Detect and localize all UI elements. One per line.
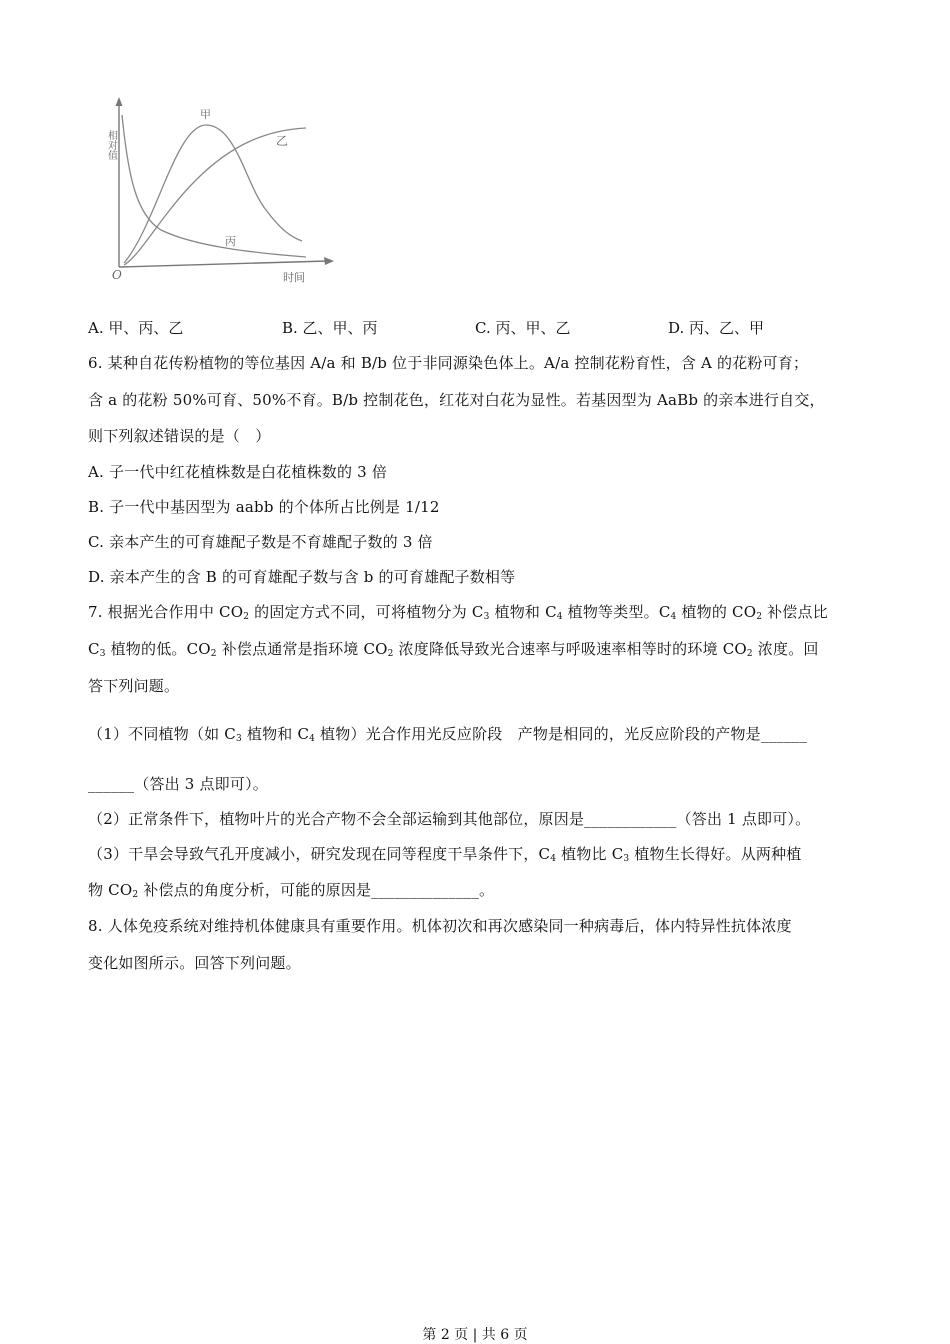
curve-yi	[124, 128, 306, 265]
q8-stem-line-1: 8. 人体免疫系统对维持机体健康具有重要作用。机体初次和再次感染同一种病毒后，体内特异性抗体浓度	[88, 917, 792, 935]
x-axis-arrow	[324, 257, 334, 265]
curve-bing-label: 丙	[225, 235, 236, 248]
q6-option-b: B. 子一代中基因型为 aabb 的个体所占比例是 1/12	[88, 498, 440, 516]
q8-stem-line-2: 变化如图所示。回答下列问题。	[88, 954, 301, 972]
q7-stem-line-1: 7. 根据光合作用中 $CO_2$ 的固定方式不同，可将植物分为 $C_3$ 植物和 $C_4$ 植物等类型。$C_4$ 植物的 $CO_2$ 补偿点比	[88, 603, 828, 622]
q6-stem-line-1: 6. 某种自花传粉植物的等位基因 A/a 和 B/b 位于非同源染色体上。A/a 控制花粉育性，含 A 的花粉可育；	[88, 354, 809, 372]
q7-part-3-line-1: （3）干旱会导致气孔开度减小，研究发现在同等程度干旱条件下，$C_4$ 植物比 $C_3$ 植物生长得好。从两种植	[88, 845, 802, 864]
curve-figure	[106, 95, 346, 290]
q7-part-3-line-2: 物 $CO_2$ 补偿点的角度分析，可能的原因是______________。	[88, 881, 495, 900]
q5-option-c: C. 丙、甲、乙	[475, 319, 571, 337]
q5-option-d: D. 丙、乙、甲	[668, 319, 765, 337]
x-axis-label: 时间	[283, 271, 305, 284]
curve-yi-label: 乙	[276, 134, 289, 148]
q5-option-a: A. 甲、丙、乙	[88, 319, 184, 337]
q6-option-a: A. 子一代中红花植株数是白花植株数的 3 倍	[88, 463, 388, 481]
y-axis-label: 相对值	[106, 130, 117, 160]
q7-part-2: （2）正常条件下，植物叶片的光合产物不会全部运输到其他部位，原因是____________（答出 1 点即可）。	[88, 810, 811, 828]
q7-stem-line-3: 答下列问题。	[88, 677, 180, 695]
q6-option-d: D. 亲本产生的含 B 的可育雄配子数与含 b 的可育雄配子数相等	[88, 568, 516, 586]
y-axis-arrow	[116, 97, 123, 106]
q7-stem-line-2: $C_3$ 植物的低。$CO_2$ 补偿点通常是指环境 $CO_2$ 浓度降低导致光合速率与呼吸速率相等时的环境 $CO_2$ 浓度。回	[88, 640, 819, 659]
q6-option-c: C. 亲本产生的可育雄配子数是不育雄配子数的 3 倍	[88, 533, 433, 551]
q6-stem-line-2: 含 a 的花粉 50%可育、50%不育。B/b 控制花色，红花对白花为显性。若基因型为 AaBb 的亲本进行自交，	[88, 391, 825, 409]
q6-stem-line-3: 则下列叙述错误的是（ ）	[88, 427, 271, 445]
page-footer: 第 2 页 | 共 6 页	[422, 1327, 528, 1343]
origin-label: O	[112, 268, 122, 282]
q7-part-1-line-2: ______（答出 3 点即可）。	[88, 775, 268, 793]
q7-part-1-line-1: （1）不同植物（如 $C_3$ 植物和 $C_4$ 植物）光合作用光反应阶段 产物是相同的，光反应阶段的产物是______	[88, 725, 808, 744]
q5-option-b: B. 乙、甲、丙	[282, 319, 378, 337]
x-axis	[119, 261, 328, 267]
curve-jia-label: 甲	[200, 108, 211, 121]
